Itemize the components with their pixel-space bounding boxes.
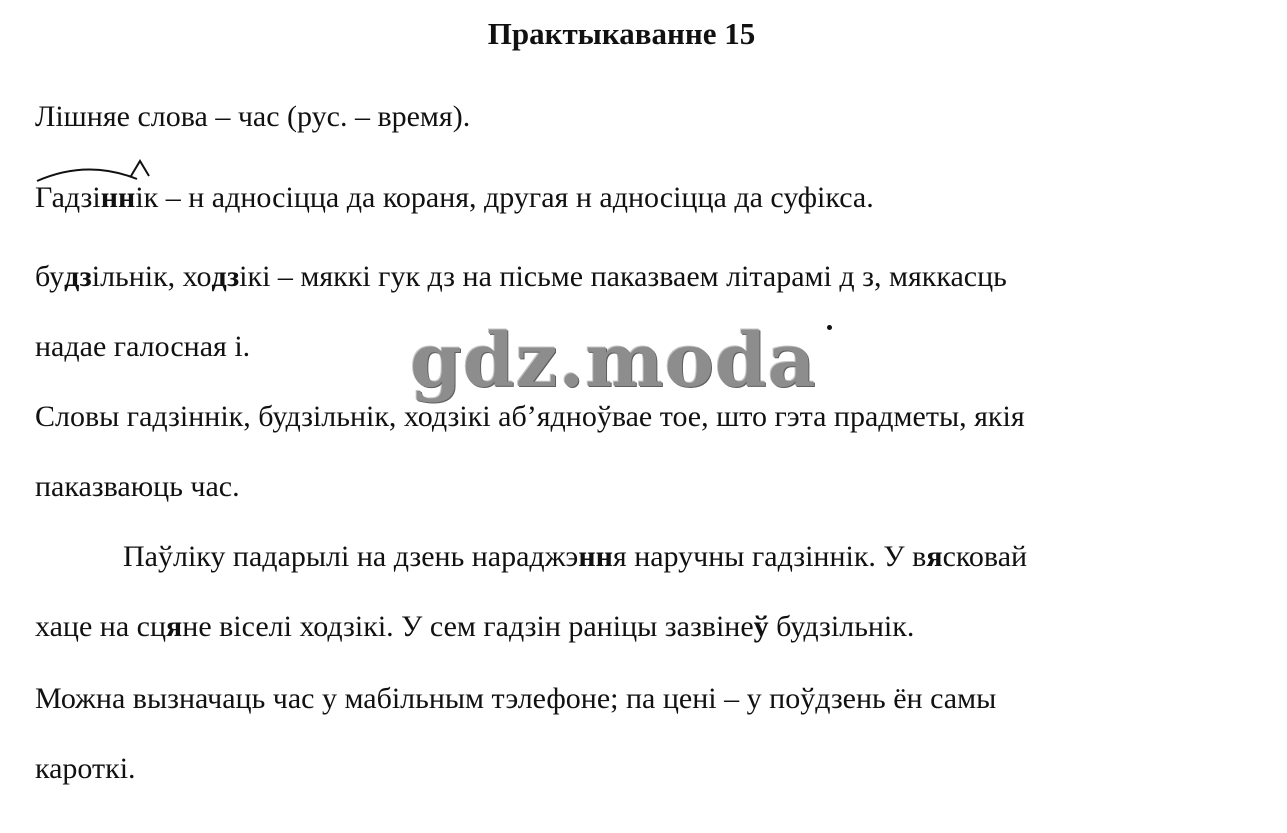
paragraph-word-analysis: Гадзіннік – н адносіцца да кораня, другая н адносіцца да суфікса. [35, 163, 1235, 233]
paragraph-story: Паўліку падарылі на дзень нараджэння наручны гадзіннік. У вясковай хаце на сцяне віселі ходзікі. У сем гадзін раніцы зазвінеў будзільнік. [35, 540, 1028, 643]
paragraph-soft-sound: будзільнік, ходзікі – мяккі гук дз на пісьме паказваем літарамі д з, мяккасць надае галосная і. [35, 260, 1007, 363]
stray-dot [827, 325, 832, 330]
marked-word: Гадзіннік [35, 163, 158, 233]
exercise-title: Практыкаванне 15 [487, 16, 756, 51]
paragraph-conclusion: Можна вызначаць час у мабільным тэлефоне; па цені – у поўдзень ён самы кароткі. [35, 682, 997, 785]
watermark-logo: gdz.moda [410, 318, 817, 404]
paragraph-grouping: Словы гадзіннік, будзільнік, ходзікі аб’ядноўвае тое, што гэта прадметы, якія паказваюць час. [35, 400, 1025, 503]
paragraph-extra-word: Лішняе слова – час (рус. – время). [35, 100, 471, 133]
suffix-caret-mark [129, 159, 151, 177]
root-arc-mark [35, 161, 139, 183]
